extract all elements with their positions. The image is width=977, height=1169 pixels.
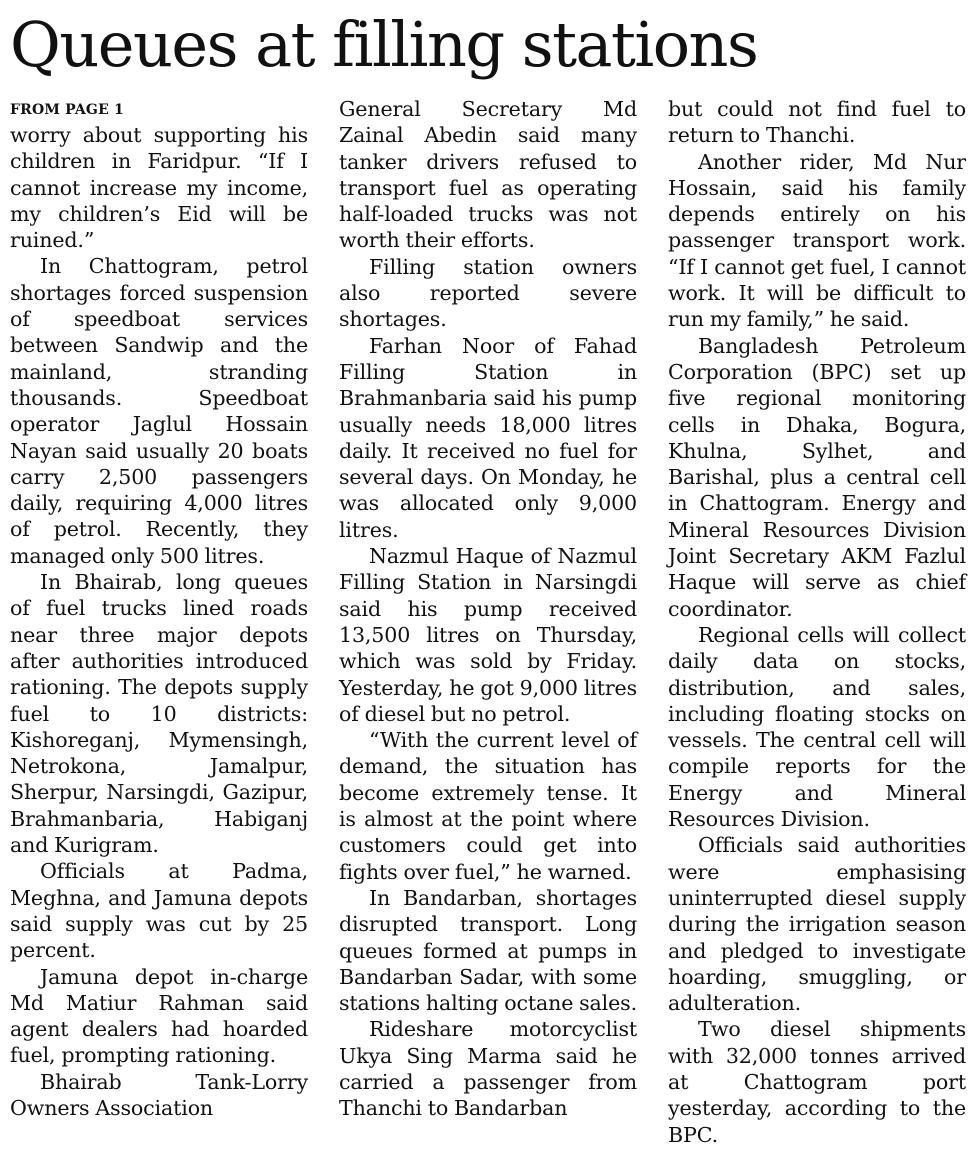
paragraph: worry about supporting his children in Faridpur. “If I cannot increase my income, my children’s Eid will be ruined.” [10, 123, 308, 253]
paragraph: Rideshare motorcyclist Ukya Sing Marma said he carried a passenger from Thanchi to Bandarban [339, 1017, 637, 1121]
paragraph: Farhan Noor of Fahad Filling Station in Brahmanbaria said his pump usually needs 18,000 litres daily. It received no fuel for several days. On Monday, he was allocated only 9,000 litres. [339, 333, 637, 542]
paragraph: In Bhairab, long queues of fuel trucks lined roads near three major depots after authorities introduced rationing. The depots supply fuel to 10 districts: Kishoreganj, Mymensingh, Netrokona, Jamalpur, Sherpur, Narsingdi, Gazipur, Brahmanbaria, Habiganj and Kurigram. [10, 570, 308, 858]
paragraph: In Chattogram, petrol shortages forced suspension of speedboat services between Sandwip and the mainland, stranding thousands. Speedboat operator Jaglul Hossain Nayan said usually 20 boats carry 2,500 passengers daily, requiring 4,000 litres of petrol. Recently, they managed only 500 litres. [10, 254, 308, 568]
paragraph: Bangladesh Petroleum Corporation (BPC) set up five regional monitoring cells in Dhaka, Bogura, Khulna, Sylhet, and Barishal, plus a central cell in Chattogram. Energy and Mineral Resources Division Joint Secretary AKM Fazlul Haque will serve as chief coordinator. [668, 333, 966, 621]
paragraph: Another rider, Md Nur Hossain, said his family depends entirely on his passenger transport work. “If I cannot get fuel, I cannot work. It will be difficult to run my family,” he said. [668, 149, 966, 332]
paragraph: Jamuna depot in-charge Md Matiur Rahman said agent dealers had hoarded fuel, prompting rationing. [10, 964, 308, 1068]
kicker-from-page-1: FROM PAGE 1 [10, 102, 124, 118]
paragraph: Bhairab Tank-Lorry Owners Association [10, 1069, 308, 1120]
paragraph: Nazmul Haque of Nazmul Filling Station in Narsingdi said his pump received 13,500 litres on Thursday, which was sold by Friday. Yesterday, he got 9,000 litres of diesel but no petrol. [339, 544, 637, 726]
article-column-1 [10, 97, 308, 1121]
paragraph: In Bandarban, shortages disrupted transport. Long queues formed at pumps in Bandarban Sadar, with some stations halting octane sales. [339, 885, 637, 1016]
article-column-2 [339, 97, 637, 1122]
paragraph: but could not find fuel to return to Thanchi. [668, 97, 966, 148]
paragraph: Filling station owners also reported severe shortages. [339, 254, 637, 332]
paragraph: Regional cells will collect daily data on stocks, distribution, and sales, including floating stocks on vessels. The central cell will compile reports for the Energy and Mineral Resources Division. [668, 622, 966, 832]
paragraph: General Secretary Md Zainal Abedin said many tanker drivers refused to transport fuel as operating half-loaded trucks was not worth their efforts. [339, 97, 637, 253]
paragraph: Two diesel shipments with 32,000 tonnes arrived at Chattogram port yesterday, according to the BPC. [668, 1017, 966, 1147]
headline: Queues at filling stations [10, 8, 758, 81]
article-column-3 [668, 97, 966, 1148]
paragraph: Officials said authorities were emphasising uninterrupted diesel supply during the irrigation season and pledged to investigate hoarding, smuggling, or adulteration. [668, 833, 966, 1016]
paragraph: “With the current level of demand, the situation has become extremely tense. It is almost at the point where customers could get into fights over fuel,” he warned. [339, 728, 637, 884]
paragraph: Officials at Padma, Meghna, and Jamuna depots said supply was cut by 25 percent. [10, 859, 308, 963]
